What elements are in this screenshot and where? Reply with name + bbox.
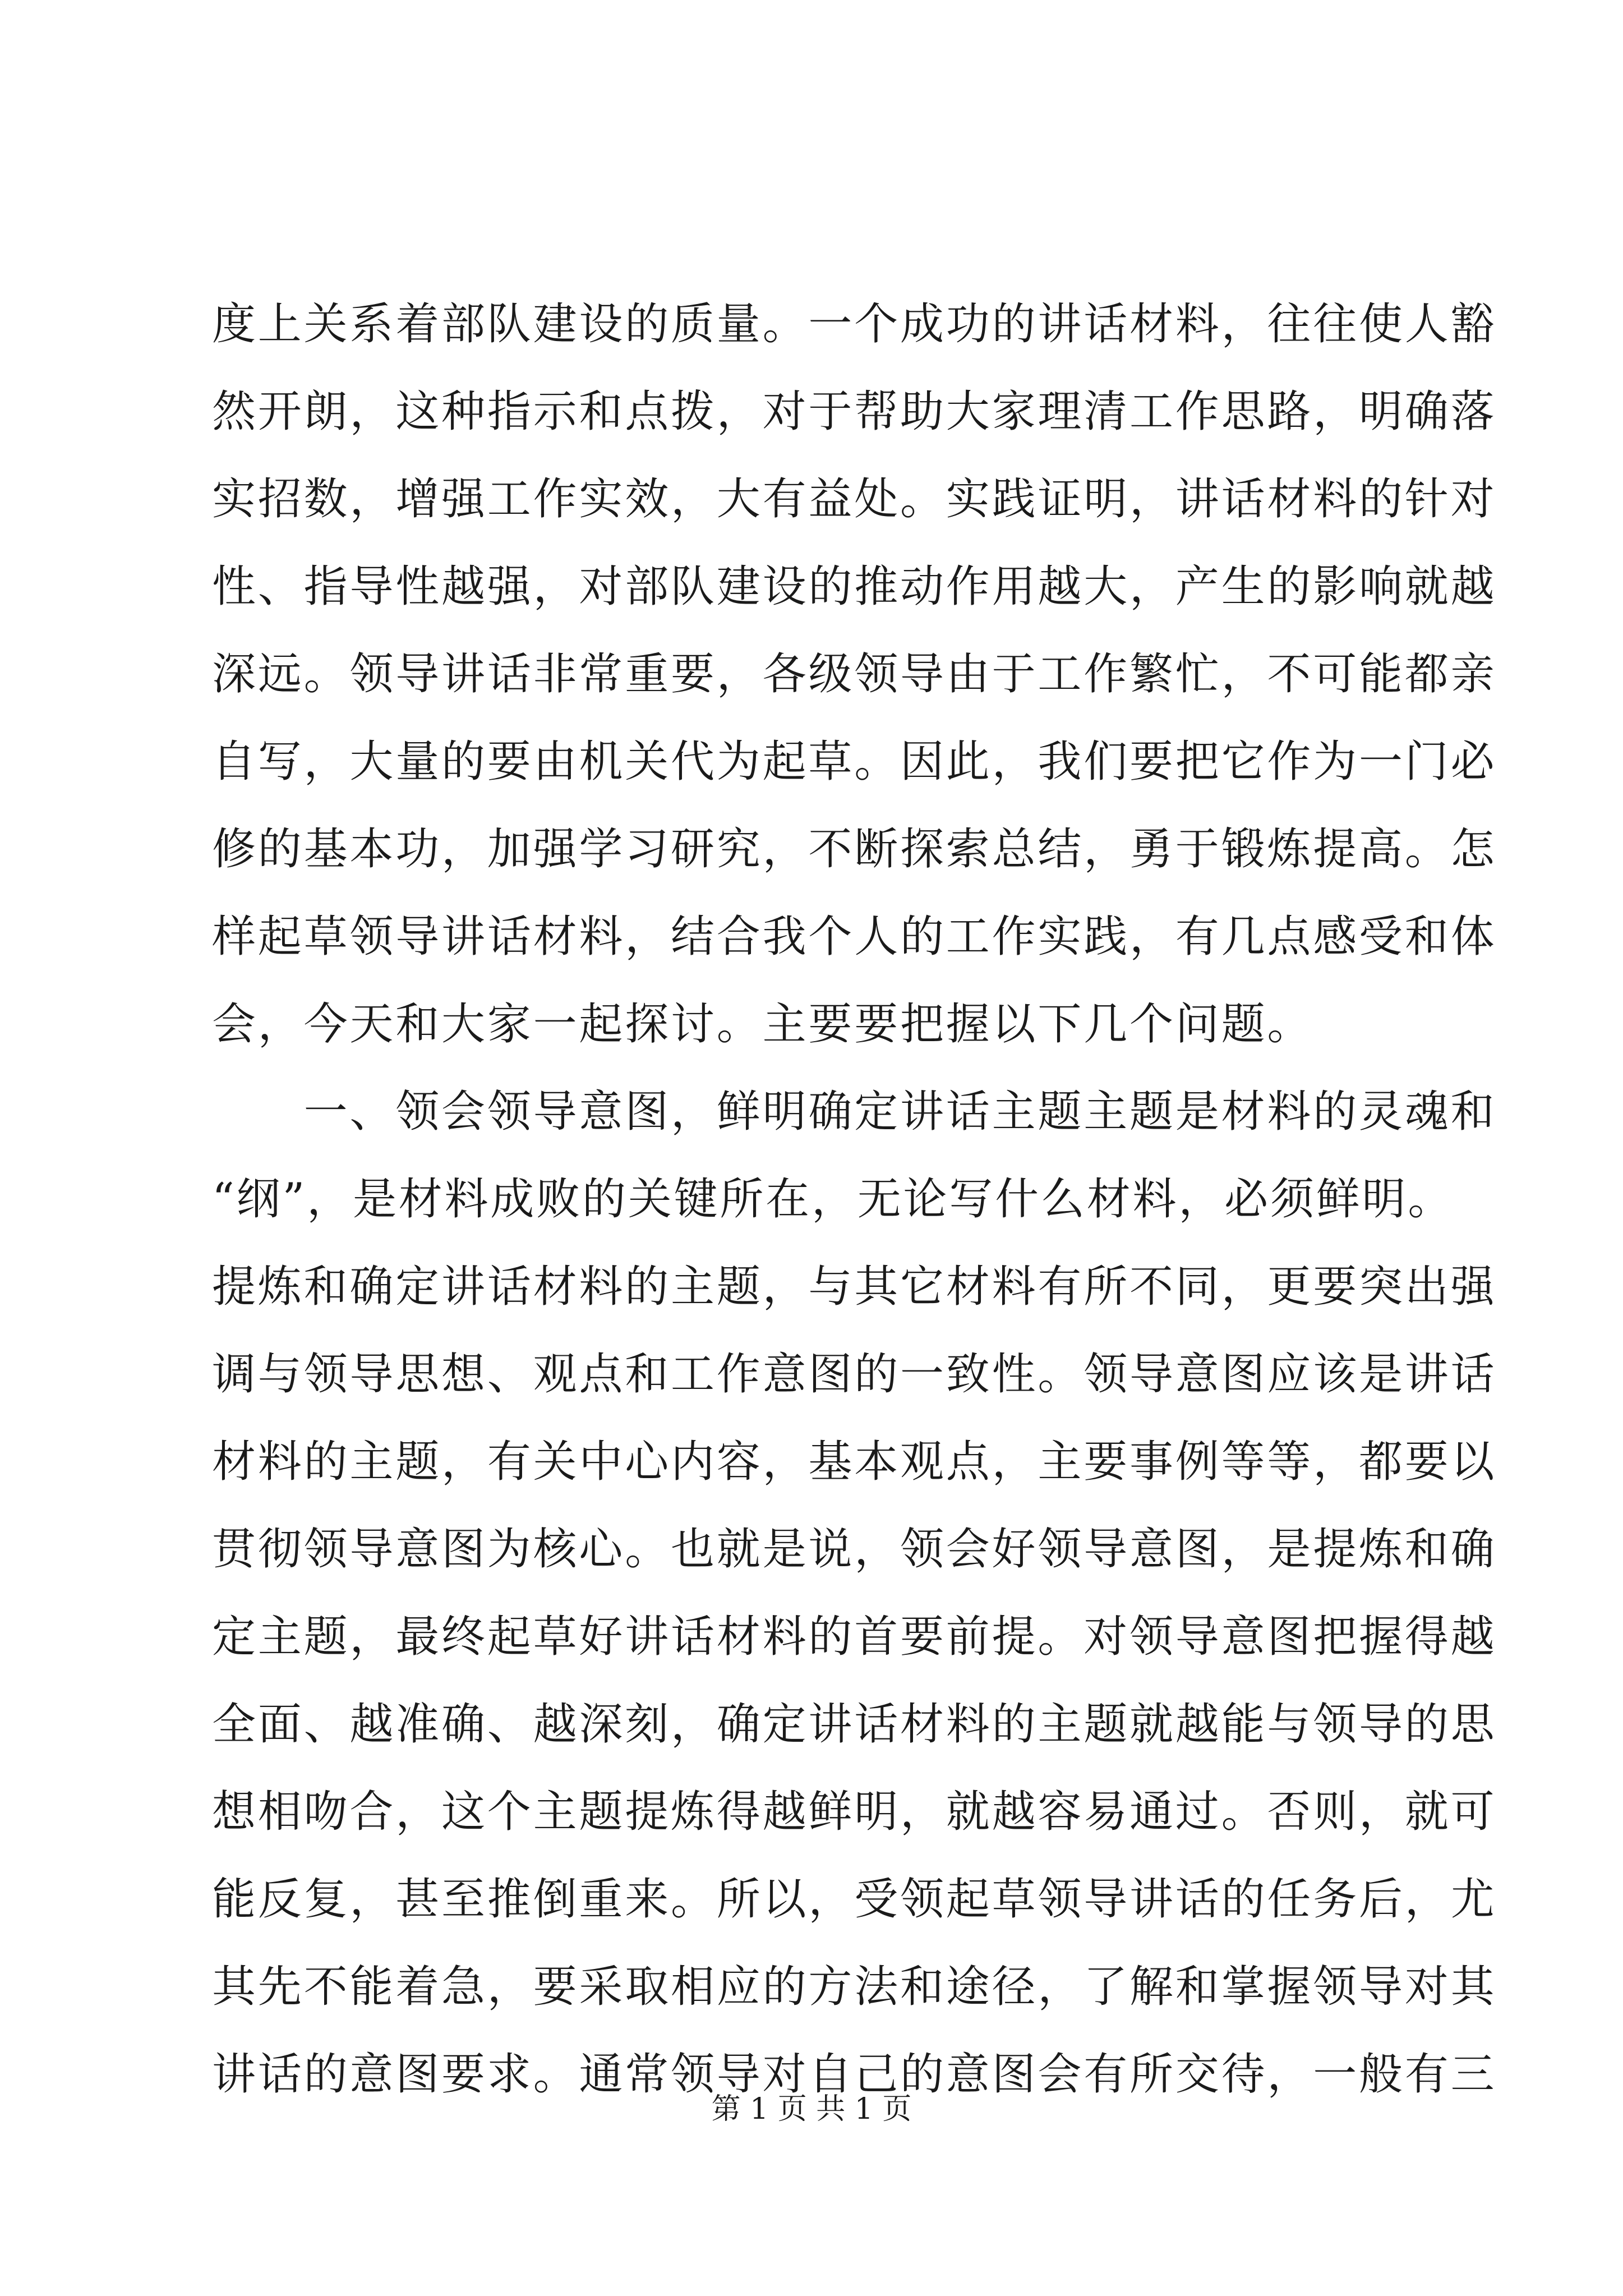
text-line: 能反复，甚至推倒重来。所以，受领起草领导讲话的任务后，尤 (212, 1874, 1497, 1925)
text-line: 贯彻领导意图为核心。也就是说，领会好领导意图，是提炼和确 (212, 1524, 1497, 1575)
text-line: 一、领会领导意图，鲜明确定讲话主题主题是材料的灵魂和 (212, 1087, 1497, 1137)
text-line: 全面、越准确、越深刻，确定讲话材料的主题就越能与领导的思 (212, 1699, 1497, 1750)
text-line: “纲”，是材料成败的关键所在，无论写什么材料，必须鲜明。 (212, 1174, 1454, 1225)
text-line: 讲话的意图要求。通常领导对自己的意图会有所交待，一般有三 (212, 2049, 1497, 2100)
text-line: 会，今天和大家一起探讨。主要要把握以下几个问题。 (212, 999, 1313, 1050)
text-line: 想相吻合，这个主题提炼得越鲜明，就越容易通过。否则，就可 (212, 1787, 1497, 1837)
text-line: 提炼和确定讲话材料的主题，与其它材料有所不同，更要突出强 (212, 1262, 1497, 1312)
text-line: 深远。领导讲话非常重要，各级领导由于工作繁忙，不可能都亲 (212, 649, 1497, 700)
body-text (212, 280, 1497, 2118)
text-line: 材料的主题，有关中心内容，基本观点，主要事例等等，都要以 (212, 1437, 1497, 1487)
page-number-footer: 第 1 页 共 1 页 (711, 2092, 912, 2126)
text-line: 样起草领导讲话材料，结合我个人的工作实践，有几点感受和体 (212, 912, 1497, 962)
text-line: 修的基本功，加强学习研究，不断探索总结，勇于锻炼提高。怎 (212, 824, 1497, 875)
text-line: 定主题，最终起草好讲话材料的首要前提。对领导意图把握得越 (212, 1612, 1497, 1662)
text-line: 其先不能着急，要采取相应的方法和途径，了解和掌握领导对其 (212, 1962, 1497, 2012)
text-line: 实招数，增强工作实效，大有益处。实践证明，讲话材料的针对 (212, 474, 1497, 524)
text-line: 性、指导性越强，对部队建设的推动作用越大，产生的影响就越 (212, 562, 1497, 612)
text-line: 自写，大量的要由机关代为起草。因此，我们要把它作为一门必 (212, 737, 1497, 787)
text-line: 调与领导思想、观点和工作意图的一致性。领导意图应该是讲话 (212, 1349, 1497, 1400)
text-line: 然开朗，这种指示和点拨，对于帮助大家理清工作思路，明确落 (212, 386, 1497, 437)
text-line: 度上关系着部队建设的质量。一个成功的讲话材料，往往使人豁 (212, 299, 1497, 349)
